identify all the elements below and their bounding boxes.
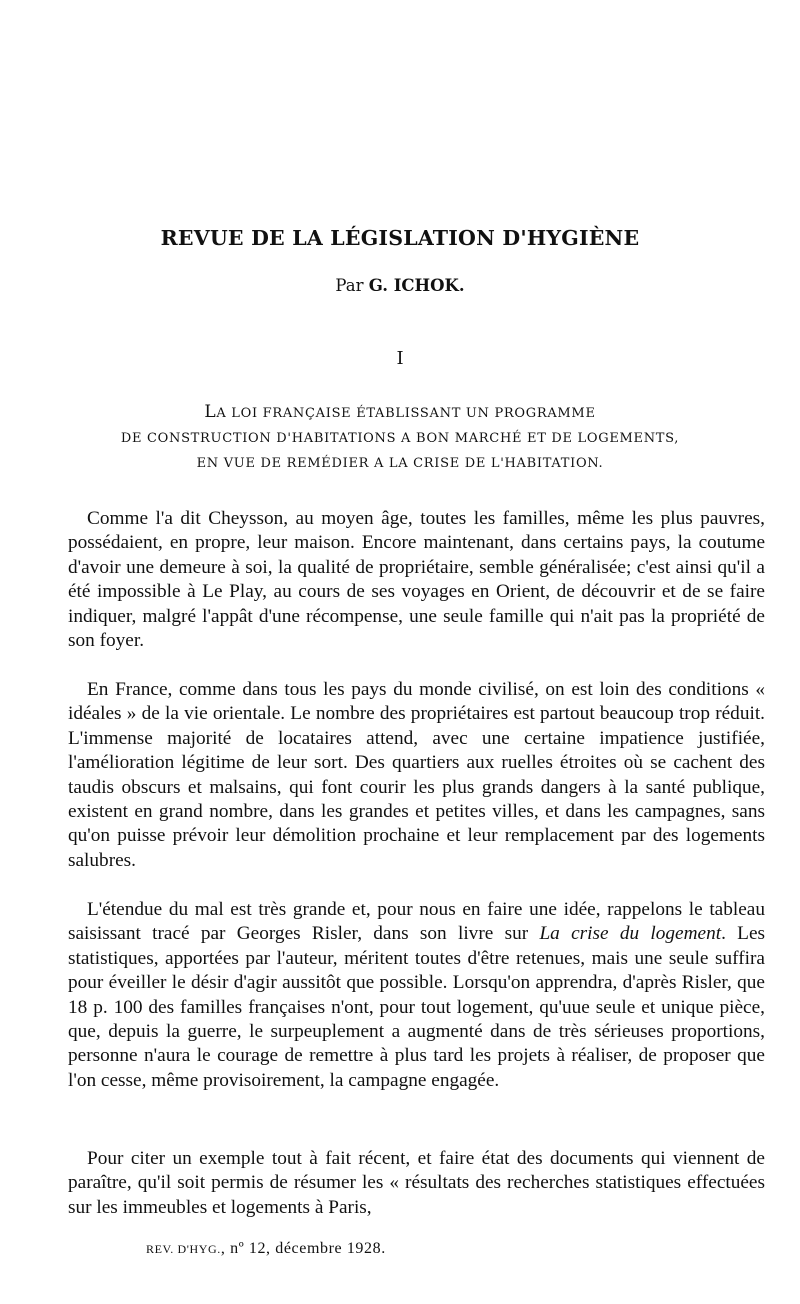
- paragraph-1: Comme l'a dit Cheysson, au moyen âge, toutes les familles, même les plus pauvres, possédaient, en propre, leur maison. Encore maintenant, dans certains pays, la coutume d'avoir une demeure à soi, la qualité de propriétaire, semble généralisée; c'est ainsi qu'il a été impossible à Le Play, au cours de ses voyages en Orient, de découvrir et de se faire indiquer, malgré l'appât d'une récompense, une seule famille qui n'ait pas la propriété de son foyer.: [68, 508, 765, 652]
- paragraph-2-block: [68, 678, 765, 873]
- subtitle-line-2: DE CONSTRUCTION D'HABITATIONS A BON MARCHÉ ET DE LOGEMENTS,: [120, 431, 680, 446]
- article-title: REVUE DE LA LÉGISLATION D'HYGIÈNE: [160, 226, 640, 250]
- author-line: [0, 276, 800, 295]
- paragraph-3-part-1: L'étendue du mal est très grande et, pour nous en faire une idée, rappelons le tableau saisissant tracé par Georges Risler, dans son livre sur: [68, 899, 765, 945]
- paragraph-2: En France, comme dans tous les pays du monde civilisé, on est loin des conditions « idéales » de la vie orientale. Le nombre des propriétaires est partout beaucoup trop réduit. L'immense majorité de locataires attend, avec une certaine impatience justifiée, l'amélioration légitime de leur sort. Des quartiers aux ruelles étroites où se cachent des taudis obscurs et malsains, qui font courir les plus grands dangers à la santé publique, existent en grand nombre, dans les grandes et petites villes, et dans les campagnes, sans qu'on puisse prévoir leur démolition prochaine et leur remplacement par des logements salubres.: [68, 679, 765, 871]
- paragraph-1-block: [68, 507, 765, 653]
- page-footer: [146, 1240, 386, 1258]
- subtitle-line-1-text: A LOI FRANÇAISE ÉTABLISSANT UN PROGRAMME: [216, 406, 596, 421]
- subtitle-line-1: [60, 400, 740, 426]
- book-title: La crise du logement: [539, 923, 722, 945]
- section-subtitle: [60, 400, 740, 476]
- paragraph-4: Pour citer un exemple tout à fait récent, et faire état des documents qui viennent de paraître, qu'il soit permis de résumer les « résultats des recherches statistiques effectuées sur les immeubles et logements à Paris,: [68, 1148, 765, 1218]
- footer-issue: , nº 12, décembre 1928.: [220, 1240, 386, 1257]
- author-prefix: Par: [335, 276, 364, 295]
- section-number: I: [396, 348, 404, 369]
- footer-journal: REV. D'HYG.: [146, 1242, 221, 1256]
- paragraph-3: [68, 898, 765, 1093]
- subtitle-line-3: EN VUE DE REMÉDIER A LA CRISE DE L'HABITATION.: [196, 456, 604, 471]
- paragraph-3-block: [68, 898, 765, 1093]
- paragraph-4-block: [68, 1147, 765, 1220]
- author-name: G. ICHOK.: [368, 276, 465, 295]
- subtitle-initial-cap: L: [204, 402, 217, 422]
- paragraph-3-part-2: . Les statistiques, apportées par l'auteur, méritent toutes d'être retenues, mais une seule suffira pour éveiller le désir d'agir aussitôt que possible. Lorsqu'on apprendra, d'après Risler, que 18 p. 100 des familles françaises n'ont, pour tout logement, qu'uue seule et unique pièce, que, depuis la guerre, le surpeuplement a augmenté dans de très sérieuses proportions, personne n'aura le courage de remettre à plus tard les projets à réaliser, de proposer que l'on cesse, même provisoirement, la campagne engagée.: [68, 923, 766, 1091]
